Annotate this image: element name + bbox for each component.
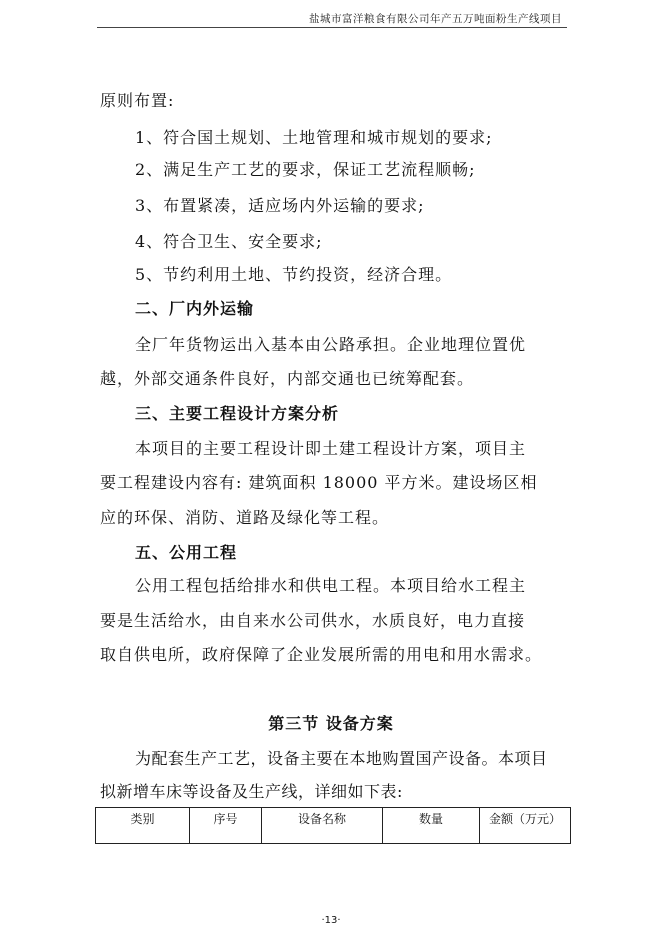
paragraph-line: 为配套生产工艺，设备主要在本地购置国产设备。本项目 [135,749,548,768]
paragraph-line: 越，外部交通条件良好，内部交通也已统筹配套。 [100,369,475,388]
paragraph-line: 要是生活给水，由自来水公司供水，水质良好，电力直接 [100,611,526,630]
paragraph-line: 本项目的主要工程设计即土建工程设计方案，项目主 [135,439,527,458]
running-header: 盐城市富洋粮食有限公司年产五万吨面粉生产线项目 [309,13,562,25]
principles-title: 原则布置: [100,91,175,110]
principle-item: 3、布置紧凑，适应场内外运输的要求; [135,196,425,215]
section-title: 第三节 设备方案 [268,714,394,733]
table-header-row [96,808,571,844]
paragraph-line: 要工程建设内容有: 建筑面积 18000 平方米。建设场区相 [100,473,538,492]
header-equipment-name: 设备名称 [262,808,383,844]
paragraph-line: 取自供电所，政府保障了企业发展所需的用电和用水需求。 [100,645,543,664]
header-category: 类别 [96,808,190,844]
principle-item: 2、满足生产工艺的要求，保证工艺流程顺畅; [135,160,476,179]
header-serial: 序号 [190,808,262,844]
header-divider [97,27,567,28]
paragraph-line: 公用工程包括给排水和供电工程。本项目给水工程主 [135,576,527,595]
principle-item: 1、符合国土规划、土地管理和城市规划的要求; [135,128,493,147]
paragraph-line: 全厂年货物运出入基本由公路承担。企业地理位置优 [135,335,527,354]
section-heading-transport: 二、厂内外运输 [135,299,255,318]
equipment-table [95,807,571,844]
section-heading-engineering: 三、主要工程设计方案分析 [135,404,340,423]
page-number: ·13· [321,915,341,926]
paragraph-line: 应的环保、消防、道路及绿化等工程。 [100,508,390,527]
paragraph-line: 拟新增车床等设备及生产线，详细如下表: [100,782,403,801]
header-quantity: 数量 [383,808,480,844]
principle-item: 4、符合卫生、安全要求; [135,232,323,251]
header-amount: 金额（万元） [480,808,571,844]
section-heading-utilities: 五、公用工程 [135,543,238,562]
principle-item: 5、节约利用土地、节约投资，经济合理。 [135,265,453,284]
